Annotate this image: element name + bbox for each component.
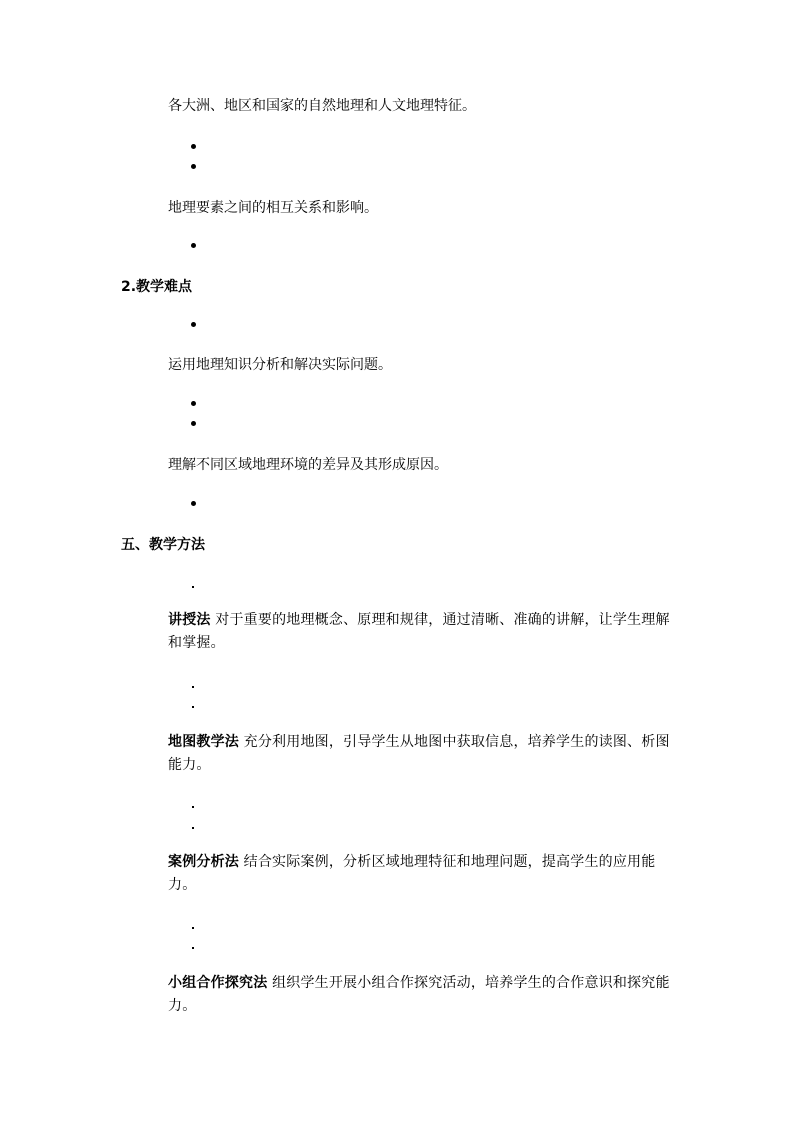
list-bullet: [191, 401, 196, 406]
list-dot: [192, 927, 194, 929]
paragraph-regional-differences: 理解不同区域地理环境的差异及其形成原因。: [168, 457, 448, 473]
paragraph-apply-knowledge: 运用地理知识分析和解决实际问题。: [168, 357, 392, 373]
list-bullet: [191, 144, 196, 149]
list-dot: [192, 947, 194, 949]
list-dot: [192, 586, 194, 588]
list-dot: [192, 686, 194, 688]
list-dot: [192, 706, 194, 708]
list-bullet: [191, 421, 196, 426]
method-term: 地图教学法: [168, 734, 239, 750]
list-bullet: [191, 243, 196, 248]
method-description: 对于重要的地理概念、原理和规律，通过清晰、准确的讲解，让学生理解和掌握。: [168, 612, 670, 651]
method-description: 结合实际案例，分析区域地理特征和地理问题，提高学生的应用能力。: [168, 854, 656, 893]
method-term: 讲授法: [168, 612, 211, 628]
list-dot: [192, 806, 194, 808]
list-bullet: [191, 164, 196, 169]
paragraph-continent-features: 各大洲、地区和国家的自然地理和人文地理特征。: [168, 98, 476, 114]
method-item-group: [168, 972, 678, 1018]
heading-teaching-methods: 五、教学方法: [121, 537, 205, 553]
method-item-case: [168, 851, 678, 897]
list-dot: [192, 827, 194, 829]
heading-teaching-difficulties: 2.教学难点: [121, 279, 193, 295]
method-item-map: [168, 731, 678, 777]
method-description: 组织学生开展小组合作探究活动，培养学生的合作意识和探究能力。: [168, 975, 670, 1014]
method-term: 案例分析法: [168, 854, 239, 870]
paragraph-geo-relations: 地理要素之间的相互关系和影响。: [168, 200, 378, 216]
list-bullet: [191, 501, 196, 506]
list-bullet: [191, 322, 196, 327]
method-item-lecture: [168, 609, 678, 655]
method-description: 充分利用地图，引导学生从地图中获取信息，培养学生的读图、析图能力。: [168, 734, 670, 773]
method-term: 小组合作探究法: [168, 975, 268, 991]
